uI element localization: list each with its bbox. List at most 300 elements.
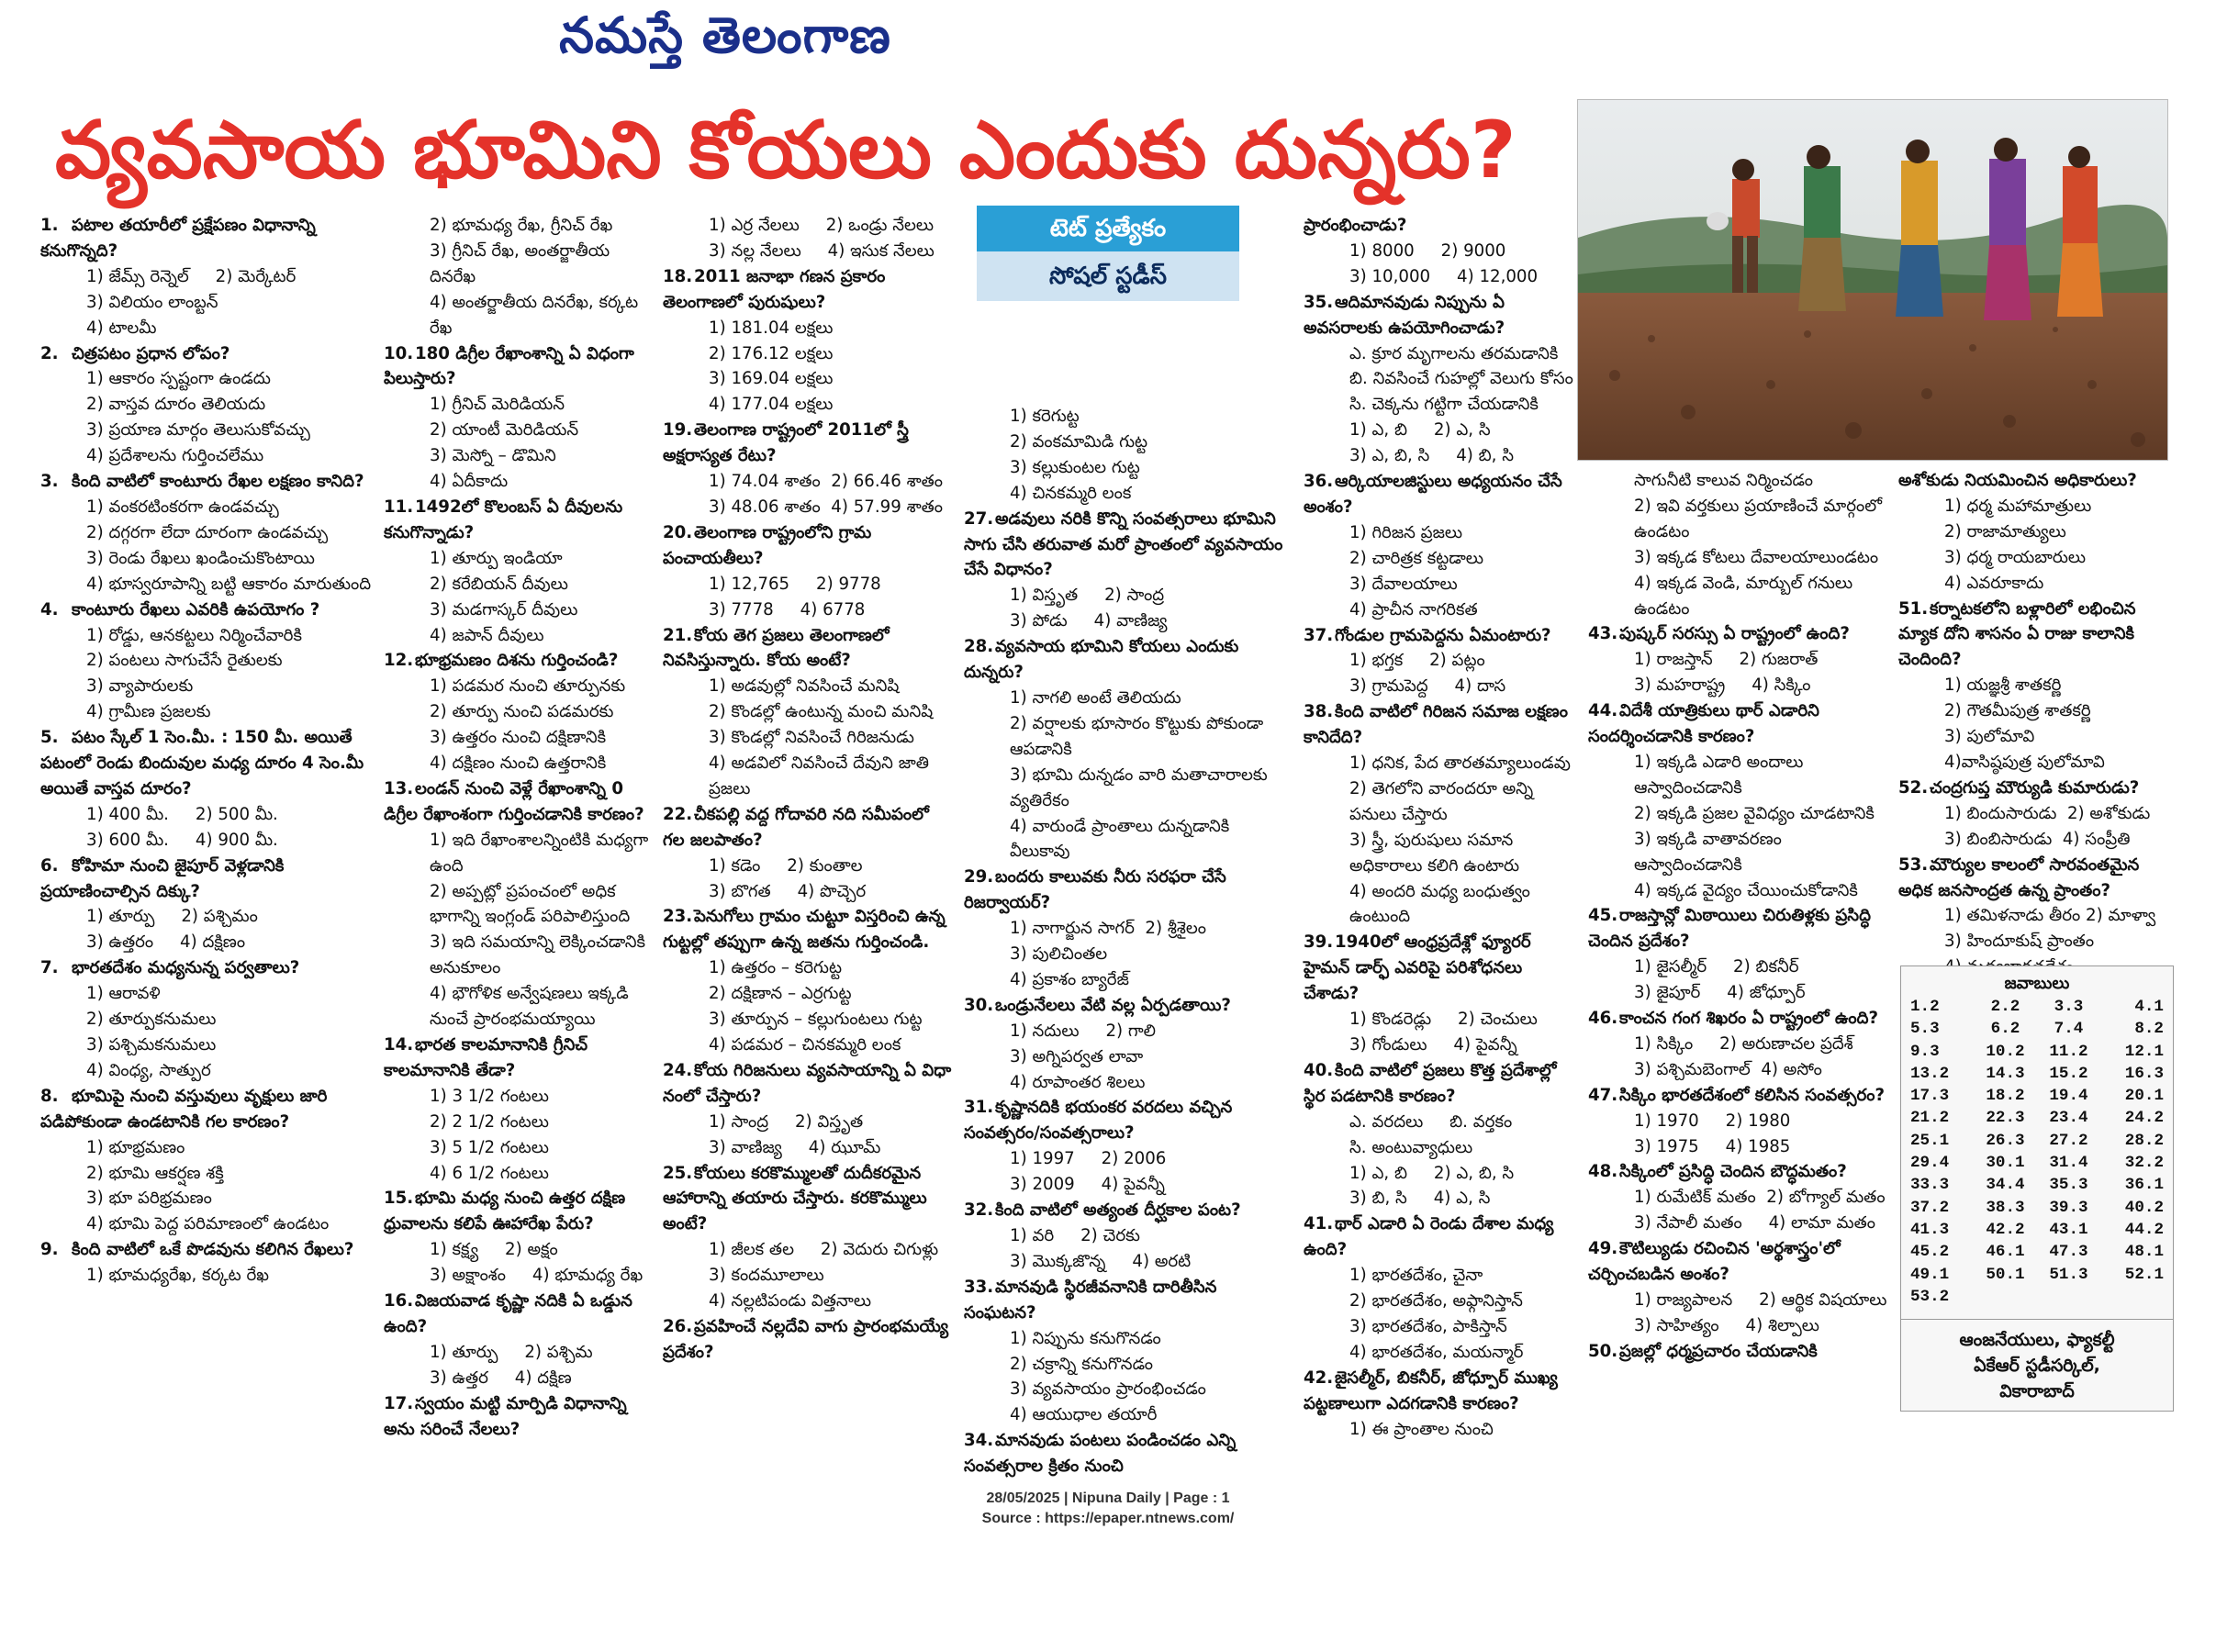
answer-key-box [1900, 966, 2174, 1412]
answer-option: 2) చక్రాన్ని కనుగొనడం [1010, 1354, 1153, 1374]
answer-key-item: 2.2 [1990, 998, 2020, 1016]
question-number: 32. [964, 1200, 994, 1221]
question-text [1898, 776, 2172, 801]
tag-title: టెట్ ప్రత్యేకం [977, 206, 1239, 251]
question-number: 29. [964, 867, 994, 887]
answer-option: 4) నల్లటిపండు విత్తనాలు [709, 1291, 872, 1312]
question-prompt: ప్రవహించే నల్లదేవి వాగు ప్రారంభమయ్యే ప్రదేశం? [663, 1316, 949, 1362]
answer-key-item: 46.1 [1986, 1243, 2025, 1262]
question-number: 19. [663, 420, 693, 441]
answer-option: 1) జీలక తల 2) వెదురు చిగుళ్లు [709, 1240, 939, 1260]
question-prompt: ప్రారంభించాడు? [1304, 216, 1407, 235]
question-number: 38. [1304, 702, 1334, 722]
question-text [1588, 903, 1891, 954]
answer-key-item: 30.1 [1986, 1154, 2025, 1173]
answer-option: 3) ఉత్తరం 4) దక్షిణం [86, 932, 246, 953]
question-number: 53. [1898, 854, 1929, 875]
answer-option: 1) 74.04 శాతం 2) 66.46 శాతం [709, 472, 943, 492]
answer-option: 3) పోడు 4) వాణిజ్య [1010, 611, 1168, 631]
question-block [1304, 1366, 1577, 1443]
question-number: 24. [663, 1060, 693, 1080]
answer-option: 2) భారతదేశం, అఫ్గానిస్తాన్ [1349, 1291, 1523, 1312]
question-number: 41. [1304, 1214, 1334, 1234]
question-number: 31. [964, 1098, 994, 1118]
page-footer [0, 1489, 2216, 1529]
question-block [1304, 290, 1577, 469]
question-block [1588, 698, 1891, 903]
question-number: 37. [1304, 625, 1334, 645]
question-text [1898, 468, 2172, 494]
question-text [40, 955, 373, 981]
answer-key-item: 24.2 [2124, 1109, 2164, 1128]
answer-option: 4) ప్రకాశం బ్యారేజ్ [1010, 969, 1129, 989]
question-prompt: కాంచన గంగ శిఖరం ఏ రాష్ట్రంలో ఉంది? [1619, 1009, 1879, 1029]
answer-key-item: 19.4 [2049, 1087, 2088, 1106]
answer-option: 2) దక్షిణాన – ఎర్రగుట్ట [709, 984, 852, 1004]
answer-option: 1) 8000 2) 9000 [1349, 240, 1506, 261]
question-prompt: సిక్కిం భారతదేశంలో కలిసిన సంవత్సరం? [1619, 1085, 1886, 1105]
answer-option: 1) రాజ్యపాలన 2) ఆర్థిక విషయాలు [1634, 1290, 1887, 1310]
question-text [384, 495, 652, 546]
answer-option: 3) కొండల్లో నివసించే గిరిజనుడు [709, 728, 914, 748]
answer-key-item [2037, 1286, 2100, 1308]
question-prompt: కాంటూరు రేఖలు ఎవరికి ఉపయోగం ? [72, 599, 320, 620]
question-number: 47. [1588, 1085, 1618, 1105]
answer-option: 1) యజ్ఞశ్రీ శాతకర్ణి [1944, 675, 2062, 696]
question-number: 9. [40, 1240, 59, 1260]
answer-key-item: 33.3 [1910, 1176, 1950, 1195]
answer-option: 3) 48.06 శాతం 4) 57.99 శాతం [709, 497, 943, 517]
question-block [1304, 213, 1577, 290]
question-number: 33. [964, 1277, 994, 1297]
answer-option: 3) ఇది సమయాన్ని లెక్కించడానికి అనుకూలం [430, 932, 651, 978]
question-prompt: కృష్ణానదికి భయంకర వరదలు వచ్చిన సంవత్సరం/సంవత్సరాలు? [964, 1098, 1233, 1144]
question-prompt: జైసల్మీర్, బికనీర్, జోధ్పూర్ ముఖ్య పట్టణాలుగా ఎదగడానికి కారణం? [1304, 1367, 1558, 1413]
question-prompt: వ్యవసాయ భూమిని కోయలు ఎందుకు దున్నరు? [964, 637, 1239, 683]
answer-option: 1) ఈ ప్రాంతాల నుంచి [1349, 1419, 1494, 1439]
answer-option: 1) ధర్మ మహామాత్రులు [1944, 496, 2092, 516]
answer-key-item: 12.1 [2124, 1042, 2164, 1061]
question-block [663, 802, 955, 905]
question-text [1304, 930, 1577, 1007]
answer-option: 2) భూమధ్య రేఖ, గ్రీనిచ్ రేఖ [430, 216, 613, 235]
answer-option: 4) భౌగోళిక అన్వేషణలు ఇక్కడి నుంచే ప్రారంభమయ్యాయి [430, 984, 634, 1030]
answer-option: 3) 7778 4) 6778 [709, 599, 866, 620]
question-block [40, 213, 373, 341]
answer-key-item: 10.2 [1986, 1042, 2025, 1061]
question-text [1304, 1366, 1577, 1417]
answer-option: 2) గౌతమీపుత్ర శాతకర్ణి [1944, 701, 2091, 721]
answer-option: 4) ఎవరూకాదు [1944, 573, 2044, 593]
question-block [663, 520, 955, 623]
answer-key-item: 4.1 [2134, 998, 2164, 1016]
answer-option: 3) భూమి దున్నడం వారి మతాచారాలకు వ్యతిరేకం [1010, 765, 1273, 810]
question-block [964, 1198, 1294, 1275]
question-number: 52. [1898, 777, 1929, 798]
answer-key-item: 16.3 [2124, 1064, 2164, 1083]
answer-option: 1) ఎర్ర నేలలు 2) ఒండ్రు నేలలు [709, 216, 935, 235]
answer-option: 2) రాజామాత్యులు [1944, 521, 2066, 541]
answer-option: 2) చారిత్రక కట్టడాలు [1349, 548, 1483, 568]
question-text [1898, 597, 2172, 674]
answer-option: 1) తమిళనాడు తీరం 2) మాళ్వా [1944, 906, 2156, 926]
answer-option: 2) ఇక్కడి ప్రజల వైవిధ్యం చూడటానికి [1634, 803, 1875, 823]
question-text [1304, 623, 1577, 649]
answer-option: 1) కడెం 2) కుంతాల [709, 855, 863, 876]
question-prompt: బందరు కాలువకు నీరు సరఫరా చేసే రిజర్వాయర్? [964, 867, 1226, 913]
question-number: 8. [40, 1086, 59, 1106]
question-text [1588, 1006, 1891, 1032]
answer-option: 3) వ్యవసాయం ప్రారంభించడం [1010, 1379, 1206, 1400]
question-number: 20. [663, 522, 693, 542]
question-block [384, 213, 652, 341]
question-block [1898, 468, 2172, 597]
footer-date-line: 28/05/2025 | Nipuna Daily | Page : 1 [986, 1490, 1230, 1506]
answer-option: 4) టాలమీ [86, 318, 157, 338]
answer-option: 3) దేవాలయాలు [1349, 574, 1458, 594]
answer-option: 2) వాస్తవ దూరం తెలియదు [86, 395, 266, 415]
question-prompt: సిక్కింలో ప్రసిద్ధి చెందిన బౌద్ధమతం? [1619, 1162, 1847, 1182]
question-text [40, 341, 373, 367]
question-block [40, 725, 373, 854]
question-block [384, 1032, 652, 1186]
answer-option: 2) దగ్గరగా లేదా దూరంగా ఉండవచ్చు [86, 522, 329, 542]
answer-option: 2) అప్పట్లో ప్రపంచంలో అధిక భాగాన్ని ఇంగ్లండ్ పరిపాలిస్తుంది [430, 881, 631, 927]
question-prompt: థార్ ఎడారి ఏ రెండు దేశాల మధ్య ఉంది? [1304, 1214, 1554, 1260]
answer-option: సి. అంటువ్యాధులు [1349, 1137, 1473, 1157]
question-block [1304, 623, 1577, 700]
question-text [1898, 853, 2172, 904]
answer-option: 1) రుమేటిక్ మతం 2) బోగ్యాల్ మతం [1634, 1188, 1886, 1208]
answer-option: 3) కందమూలాలు [709, 1266, 824, 1286]
answer-option: 3) పులోమావి [1944, 727, 2035, 747]
answer-option: 1) కక్ష్య 2) అక్షం [430, 1240, 558, 1260]
answer-option: 3) తూర్పున – కల్లుగుంటలు గుట్ట [709, 1010, 923, 1030]
answer-option: 1) గ్రీనిచ్ మెరిడియన్ [430, 395, 565, 415]
answer-option: 2) భూమి ఆకర్షణ శక్తి [86, 1163, 224, 1183]
question-number: 45. [1588, 906, 1618, 926]
answer-option: 1) ఎ, బి 2) ఎ, బి, సి [1349, 1163, 1515, 1183]
answer-option: 1) జేమ్స్ రెన్నెల్ 2) మెర్కేటర్ [86, 266, 297, 286]
tag-subject: సోషల్ స్టడీస్ [977, 251, 1239, 301]
answer-option: 4) పడమర – చినకమ్మరి లంక [709, 1035, 901, 1055]
question-number: 36. [1304, 472, 1334, 492]
question-text [964, 1198, 1294, 1223]
answer-option: 1) గిరిజన ప్రజలు [1349, 522, 1463, 542]
question-number: 42. [1304, 1367, 1334, 1388]
question-text [1304, 1211, 1577, 1263]
question-text [663, 904, 955, 955]
question-block [1304, 699, 1577, 930]
answer-key-item: 53.2 [1910, 1287, 1950, 1306]
question-prompt: 2011 జనాభా గణన ప్రకారం తెలంగాణలో పురుషులు? [663, 266, 886, 312]
headline: వ్యవసాయ భూమిని కోయలు ఎందుకు దున్నరు? [55, 105, 1517, 196]
answer-key-item: 20.1 [2124, 1087, 2164, 1106]
answer-option: 1) నదులు 2) గాలి [1010, 1021, 1156, 1041]
question-text [1588, 1339, 1891, 1365]
footer-source-link[interactable]: Source : https://epaper.ntnews.com/ [981, 1511, 1235, 1526]
answer-option: 4) ప్రాచీన నాగరికత [1349, 599, 1478, 620]
answer-key-item: 41.3 [1910, 1220, 1950, 1239]
question-block [1304, 930, 1577, 1058]
answer-option: 3) పశ్చిమకనుమలు [86, 1035, 217, 1055]
question-text [1304, 290, 1577, 341]
question-prompt: కోయలు కరకొమ్ములతో దుదీకరమైన ఆహారాన్ని తయారు చేస్తారు. కరకొమ్ములు అంటే? [663, 1163, 927, 1234]
author-credit-line: ఏకేఆర్ స్టడీసర్కిల్, [1974, 1356, 2100, 1377]
question-prompt: ప్రజల్లో ధర్మప్రచారం చేయడానికి [1619, 1341, 1818, 1361]
answer-key-item: 11.2 [2049, 1042, 2088, 1061]
question-block [1304, 469, 1577, 622]
answer-option: 3) 5 1/2 గంటలు [430, 1137, 549, 1157]
answer-key-item: 42.2 [1986, 1220, 2025, 1239]
answer-option: 1) జైసల్మీర్ 2) బికనీర్ [1634, 957, 1799, 977]
question-prompt: 1940లో ఆంధ్రప్రదేశ్లో ఫ్యూరర్ హైమన్ డార్ఫ్ ఎవరిపై పరిశోధనలు చేశాడు? [1304, 932, 1531, 1004]
question-block [964, 634, 1294, 865]
answer-option: 3) ఇక్కడ కోటలు దేవాలయాలుండటం [1634, 547, 1879, 567]
answer-option: 3) వాణిజ్య 4) ఝూమ్ [709, 1137, 881, 1157]
answer-option: 4) ఏదీకాదు [430, 472, 509, 492]
question-block [663, 264, 955, 418]
answer-key-title: జవాబులు [2004, 974, 2070, 993]
question-number: 35. [1304, 292, 1334, 312]
question-prompt: భారతదేశం మధ్యనున్న పర్వతాలు? [72, 958, 300, 978]
question-prompt: భూమిపై నుంచి వస్తువులు వృక్షులు జారి పడిపోకుండా ఉండటానికి గల కారణం? [40, 1086, 328, 1132]
answer-key-grid [1901, 996, 2173, 1308]
question-block [384, 495, 652, 648]
question-prompt: కింది వాటిలో ప్రజలు కొత్త ప్రదేశాల్లో స్థిర పడటానికి కారణం? [1304, 1060, 1557, 1106]
author-credit-line: వికారాబాద్ [1999, 1381, 2075, 1402]
question-number: 28. [964, 637, 994, 657]
question-prompt: రాజస్తాన్లో మిఠాయిలు చిరుతిళ్లకు ప్రసిద్ధి చెందిన ప్రదేశం? [1588, 906, 1871, 952]
answer-option: 4) వారుండే ప్రాంతాలు దున్నడానికి వీలుకావు [1010, 816, 1236, 862]
answer-option: 4) వింధ్య, సాత్పుర [86, 1060, 211, 1080]
answer-option: 4) ఇక్కడ వైద్యం చేయించుకోడానికి [1634, 880, 1858, 900]
answer-option: 1) తూర్పు ఇండియా [430, 548, 563, 568]
answer-option: 1) 400 మీ. 2) 500 మీ. [86, 804, 278, 824]
answer-option: 4) 6 1/2 గంటలు [430, 1163, 549, 1183]
answer-option: 3) ధర్మ రాయబారులు [1944, 547, 2087, 567]
question-number: 26. [663, 1316, 693, 1336]
question-prompt: కౌటిల్యుడు రచించిన 'అర్థశాస్త్రం'లో చర్చించబడిన అంశం? [1588, 1239, 1841, 1285]
question-prompt: 1492లో కొలంబస్ ఏ దీవులను కనుగొన్నాడు? [384, 497, 623, 542]
answer-option: 3) గోండులు 4) పైవన్నీ [1349, 1035, 1517, 1055]
answer-key-item: 52.1 [2124, 1265, 2164, 1284]
question-block [40, 341, 373, 470]
answer-option: 3) మడగాస్కర్ దీవులు [430, 599, 578, 620]
answer-option: 2) యాంటీ మెరిడియన్ [430, 420, 579, 441]
question-text [40, 469, 373, 495]
question-number: 17. [384, 1393, 414, 1413]
answer-option: 1) రోడ్డు, ఆనకట్టలు నిర్మించేవారికి [86, 625, 302, 645]
question-number: 11. [384, 497, 414, 517]
question-text [964, 507, 1294, 584]
answer-option: 3) 1975 4) 1985 [1634, 1136, 1791, 1156]
question-number: 30. [964, 995, 994, 1015]
answer-key-item: 8.2 [2134, 1020, 2164, 1039]
question-number: 40. [1304, 1060, 1334, 1080]
answer-option: 1) భగ్తక 2) పట్లం [1349, 651, 1485, 671]
question-prompt: భారత కాలమానానికి గ్రీనిచ్ కాలమానానికి తేడా? [384, 1035, 588, 1080]
question-prompt: అశోకుడు నియమించిన అధికారులు? [1898, 471, 2137, 490]
answer-option: 3) బింబిసారుడు 4) సంప్రీతి [1944, 829, 2131, 849]
answer-option: 3) భారతదేశం, పాకిస్తాన్ [1349, 1316, 1507, 1336]
question-prompt: కింది వాటిలో గిరిజన సమాజ లక్షణం కానిదేది? [1304, 702, 1568, 748]
question-block [384, 1289, 652, 1391]
question-prompt: మానవుడి స్థిరజీవనానికి దారితీసిన సంఘటన? [964, 1277, 1217, 1323]
answer-option: 3) ఉత్తరం నుంచి దక్షిణానికి [430, 728, 607, 748]
answer-option: 3) 10,000 4) 12,000 [1349, 266, 1539, 286]
answer-option: 1) 3 1/2 గంటలు [430, 1086, 549, 1106]
answer-option: 1) కరెగుట్ట [1010, 407, 1080, 426]
answer-option: 3) మొక్కజొన్న 4) అరటి [1010, 1251, 1192, 1271]
answer-key-item: 47.3 [2049, 1243, 2088, 1262]
question-prompt: గోండుల గ్రామపెద్దను ఏమంటారు? [1335, 625, 1551, 645]
question-number: 22. [663, 804, 693, 824]
answer-option: 1) ఆకారం స్పష్టంగా ఉండదు [86, 369, 271, 389]
answer-option: 3) స్త్రీ, పురుషులు సమాన అధికారాలు కలిగి ఉంటారు [1349, 830, 1520, 876]
answer-option: 4) ప్రదేశాలను గుర్తించలేము [86, 446, 264, 466]
answer-option: 1) తూర్పు 2) పశ్చిమం [86, 907, 258, 927]
answer-option: 3) మహరాష్ట్ర 4) సిక్కిం [1634, 675, 1811, 696]
question-text [663, 520, 955, 572]
answer-option: 1) పడమర నుంచి తూర్పునకు [430, 676, 626, 697]
question-block [384, 648, 652, 776]
question-prompt: ఒండ్రునేలలు వేటి వల్ల ఏర్పడతాయి? [995, 995, 1231, 1015]
question-block [964, 1275, 1294, 1428]
question-number: 5. [40, 728, 59, 748]
question-number: 23. [663, 907, 693, 927]
question-block [1898, 776, 2172, 853]
question-text [384, 1032, 652, 1084]
answer-option: 2) వర్షాలకు భూసారం కొట్టుకు పోకుండా ఆపడానికి [1010, 713, 1270, 759]
question-block [40, 955, 373, 1084]
question-prompt: ఆదిమానవుడు నిప్పును ఏ అవసరాలకు ఉపయోగించాడు? [1304, 292, 1505, 338]
answer-option: 1) ఇక్కడి ఎడారి అందాలు ఆస్వాదించడానికి [1634, 752, 1809, 798]
question-text [384, 648, 652, 674]
answer-option: 4)వాసిష్ఠపుత్ర పులోమావి [1944, 752, 2105, 772]
question-prompt: పెనుగోలు గ్రామం చుట్టూ విస్తరించి ఉన్న గుట్టల్లో తప్పుగా ఉన్న జతను గుర్తించండి. [663, 907, 946, 953]
question-block [964, 404, 1294, 507]
question-text [40, 213, 373, 264]
question-column-2 [384, 213, 654, 1439]
question-number: 10. [384, 343, 414, 363]
answer-option: 3) పశ్చిమబెంగాల్ 4) అసోం [1634, 1059, 1822, 1079]
answer-key-item: 28.2 [2124, 1131, 2164, 1150]
answer-option: 4) రూపాంతర శిలలు [1010, 1072, 1146, 1092]
question-text [663, 1314, 955, 1366]
question-number: 51. [1898, 598, 1929, 619]
answer-option: 3) విలియం లాంబ్టన్ [86, 292, 218, 312]
question-prompt: కోహిమా నుంచి జైపూర్ వెళ్లడానికి ప్రయాణించాల్సిన దిక్కు? [40, 855, 285, 901]
answer-option: 3) నల్ల నేలలు 4) ఇసుక నేలలు [709, 240, 935, 261]
question-block [384, 1391, 652, 1443]
answer-option: 1) భారతదేశం, చైనా [1349, 1266, 1483, 1286]
question-block [663, 1314, 955, 1366]
answer-key-item [2100, 1286, 2164, 1308]
question-prompt: తెలంగాణ రాష్ట్రంలోని గ్రామ పంచాయతీలు? [663, 522, 872, 568]
answer-key-item: 21.2 [1910, 1109, 1950, 1128]
question-text [1588, 1083, 1891, 1109]
answer-option: 3) హిందూకుష్ ప్రాంతం [1944, 932, 2095, 952]
answer-option: 1) భూభ్రమణం [86, 1137, 185, 1157]
answer-key-item: 27.2 [2049, 1131, 2088, 1150]
question-prompt: మౌర్యుల కాలంలో సారవంతమైన అధిక జనసాంద్రత ఉన్న ప్రాంతం? [1898, 854, 2140, 900]
question-block [663, 904, 955, 1057]
question-text [1588, 621, 1891, 647]
question-prompt: చీకపల్లి వద్ద గోదావరి నది సమీపంలో గల జలపాతం? [663, 804, 929, 850]
answer-key-item: 45.2 [1910, 1243, 1950, 1262]
question-text [663, 1058, 955, 1110]
answer-option: 4) దక్షిణం నుంచి ఉత్తరానికి [430, 753, 607, 774]
question-column-4 [964, 404, 1294, 1588]
question-text [663, 264, 955, 316]
answer-option: 4) 177.04 లక్షలు [709, 395, 834, 415]
question-number: 6. [40, 855, 59, 876]
question-prompt: భూమి మధ్య నుంచి ఉత్తర దక్షిణ ధ్రువాలను కలిపే ఊహారేఖ పేరు? [384, 1189, 626, 1234]
answer-option: 1) ఉత్తరం – కరెగుట్ట [709, 958, 842, 978]
question-block [1898, 853, 2172, 981]
answer-option: 4) చినకమ్మరి లంక [1010, 483, 1132, 503]
question-prompt: అడవులు నరికి కొన్ని సంవత్సరాలు భూమిని సాగు చేసి తరువాత మరో ప్రాంతంలో వ్యవసాయం చేసే విధానం? [964, 508, 1283, 580]
answer-key-item: 32.2 [2124, 1154, 2164, 1173]
answer-option: 1) రాజస్తాన్ 2) గుజరాత్ [1634, 650, 1819, 670]
answer-option: 3) ప్రయాణ మార్గం తెలుసుకోవచ్చు [86, 420, 310, 441]
question-block [964, 865, 1294, 993]
answer-option: 2) ఇవి వర్తకులు ప్రయాణించే మార్గంలో ఉండటం [1634, 496, 1887, 541]
answer-key-item: 23.4 [2049, 1109, 2088, 1128]
question-number: 25. [663, 1163, 693, 1183]
question-text [663, 802, 955, 854]
answer-key-item: 7.4 [2054, 1020, 2084, 1039]
answer-key-item: 9.3 [1910, 1042, 1940, 1061]
question-text [1588, 1159, 1891, 1185]
masthead: నమస్తే తెలంగాణ [559, 6, 891, 64]
question-number: 43. [1588, 624, 1618, 644]
question-text [384, 776, 652, 828]
question-prompt: ఆర్కియాలజిస్టులు అధ్యయనం చేసే అంశం? [1304, 472, 1562, 517]
question-block [1898, 597, 2172, 776]
answer-key-item: 13.2 [1910, 1064, 1950, 1083]
question-text [1304, 699, 1577, 751]
answer-key-item: 37.2 [1910, 1198, 1950, 1217]
answer-option: 3) బి, సి 4) ఎ, సి [1349, 1189, 1491, 1209]
answer-option: 3) గ్రామపెద్ద 4) దాస [1349, 676, 1506, 697]
question-number: 16. [384, 1291, 414, 1312]
question-prompt: చిత్రపటం ప్రధాన లోపం? [72, 343, 230, 363]
question-number: 50. [1588, 1341, 1618, 1361]
answer-option: బి. నివసించే గుహల్లో వెలుగు కోసం [1349, 369, 1573, 389]
question-block [384, 1186, 652, 1289]
answer-key-item: 5.3 [1910, 1020, 1940, 1039]
question-block [964, 1095, 1294, 1198]
answer-option: 2) పంటలు సాగుచేసే రైతులకు [86, 651, 283, 671]
question-text [1588, 1236, 1891, 1288]
answer-option: 3) 600 మీ. 4) 900 మీ. [86, 830, 278, 850]
question-number: 14. [384, 1035, 414, 1055]
answer-option: 2) కరేబియన్ దీవులు [430, 574, 568, 594]
question-number: 34. [964, 1431, 994, 1451]
answer-key-item: 48.1 [2124, 1243, 2164, 1262]
answer-option: 3) బొగత 4) పొచ్చెర [709, 881, 867, 901]
question-text [40, 854, 373, 905]
question-number: 27. [964, 508, 994, 529]
question-text [384, 341, 652, 393]
question-text [384, 1186, 652, 1237]
question-text [964, 865, 1294, 916]
question-number: 7. [40, 958, 59, 978]
answer-option: 1) వంకరటింకరగా ఉండవచ్చు [86, 497, 279, 517]
question-block [1588, 1159, 1891, 1236]
